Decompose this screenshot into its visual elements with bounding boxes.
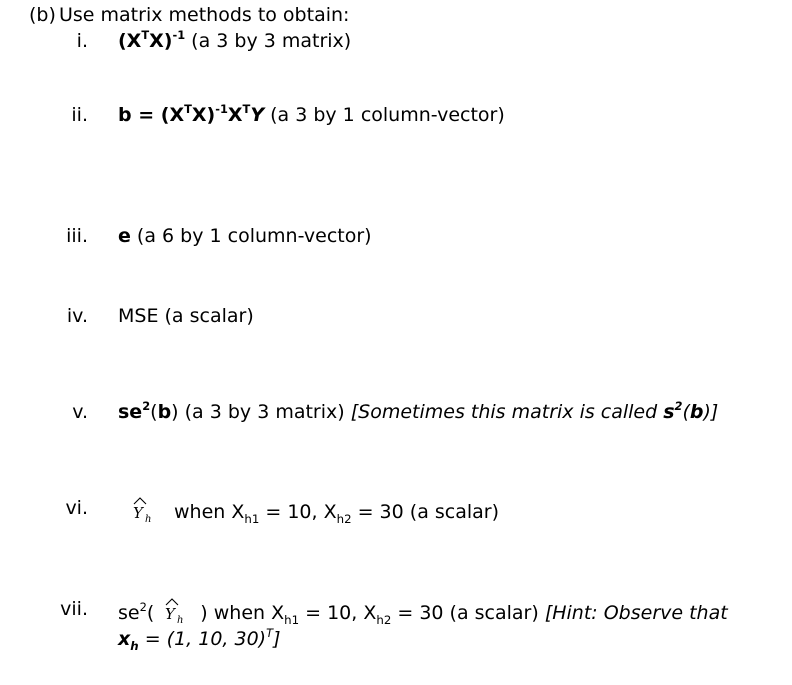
item-number: iii. xyxy=(66,225,88,247)
item-text: $b = (X^TX)^{-1}X^TY$ (a 3 by 1 column-vector) xyxy=(118,101,505,126)
item-number: ii. xyxy=(71,104,88,126)
y-hat-symbol xyxy=(160,598,194,624)
item-text: e (a 6 by 1 column-vector) xyxy=(118,225,372,247)
item-text: $(X^TX)^{-1}$ (a 3 by 3 matrix) xyxy=(118,27,352,52)
item-number: vi. xyxy=(65,497,88,519)
svg-text:h: h xyxy=(145,514,152,523)
item-number: iv. xyxy=(66,305,88,327)
item-number: vii. xyxy=(60,598,88,620)
item-text: Y h when $X_{h1} = 10$, $X_{h2} = 30$ (a scalar) xyxy=(128,497,499,523)
item-number: i. xyxy=(76,30,88,52)
y-hat-symbol xyxy=(128,497,162,523)
question-heading xyxy=(29,4,349,26)
item-text: $se^2$( Y h ) when $X_{h1} = 10$, $X_{h2} = 30$ (a scalar) [Hint: Observe that xyxy=(118,599,728,627)
svg-text:Y: Y xyxy=(165,605,176,623)
question-label: (b) xyxy=(29,4,56,26)
svg-text:h: h xyxy=(177,615,184,624)
question-text: Use matrix methods to obtain: xyxy=(59,4,350,26)
svg-text:Y: Y xyxy=(133,504,143,522)
item-text: $se^2(b)$ (a 3 by 3 matrix) [Sometimes this matrix is called $s^2(b)$] xyxy=(118,398,719,423)
item-number: v. xyxy=(72,401,88,423)
item-text: MSE (a scalar) xyxy=(118,305,254,327)
item-text-continued: $x_h = (1$, 10, 30)$^T$] xyxy=(118,625,281,653)
